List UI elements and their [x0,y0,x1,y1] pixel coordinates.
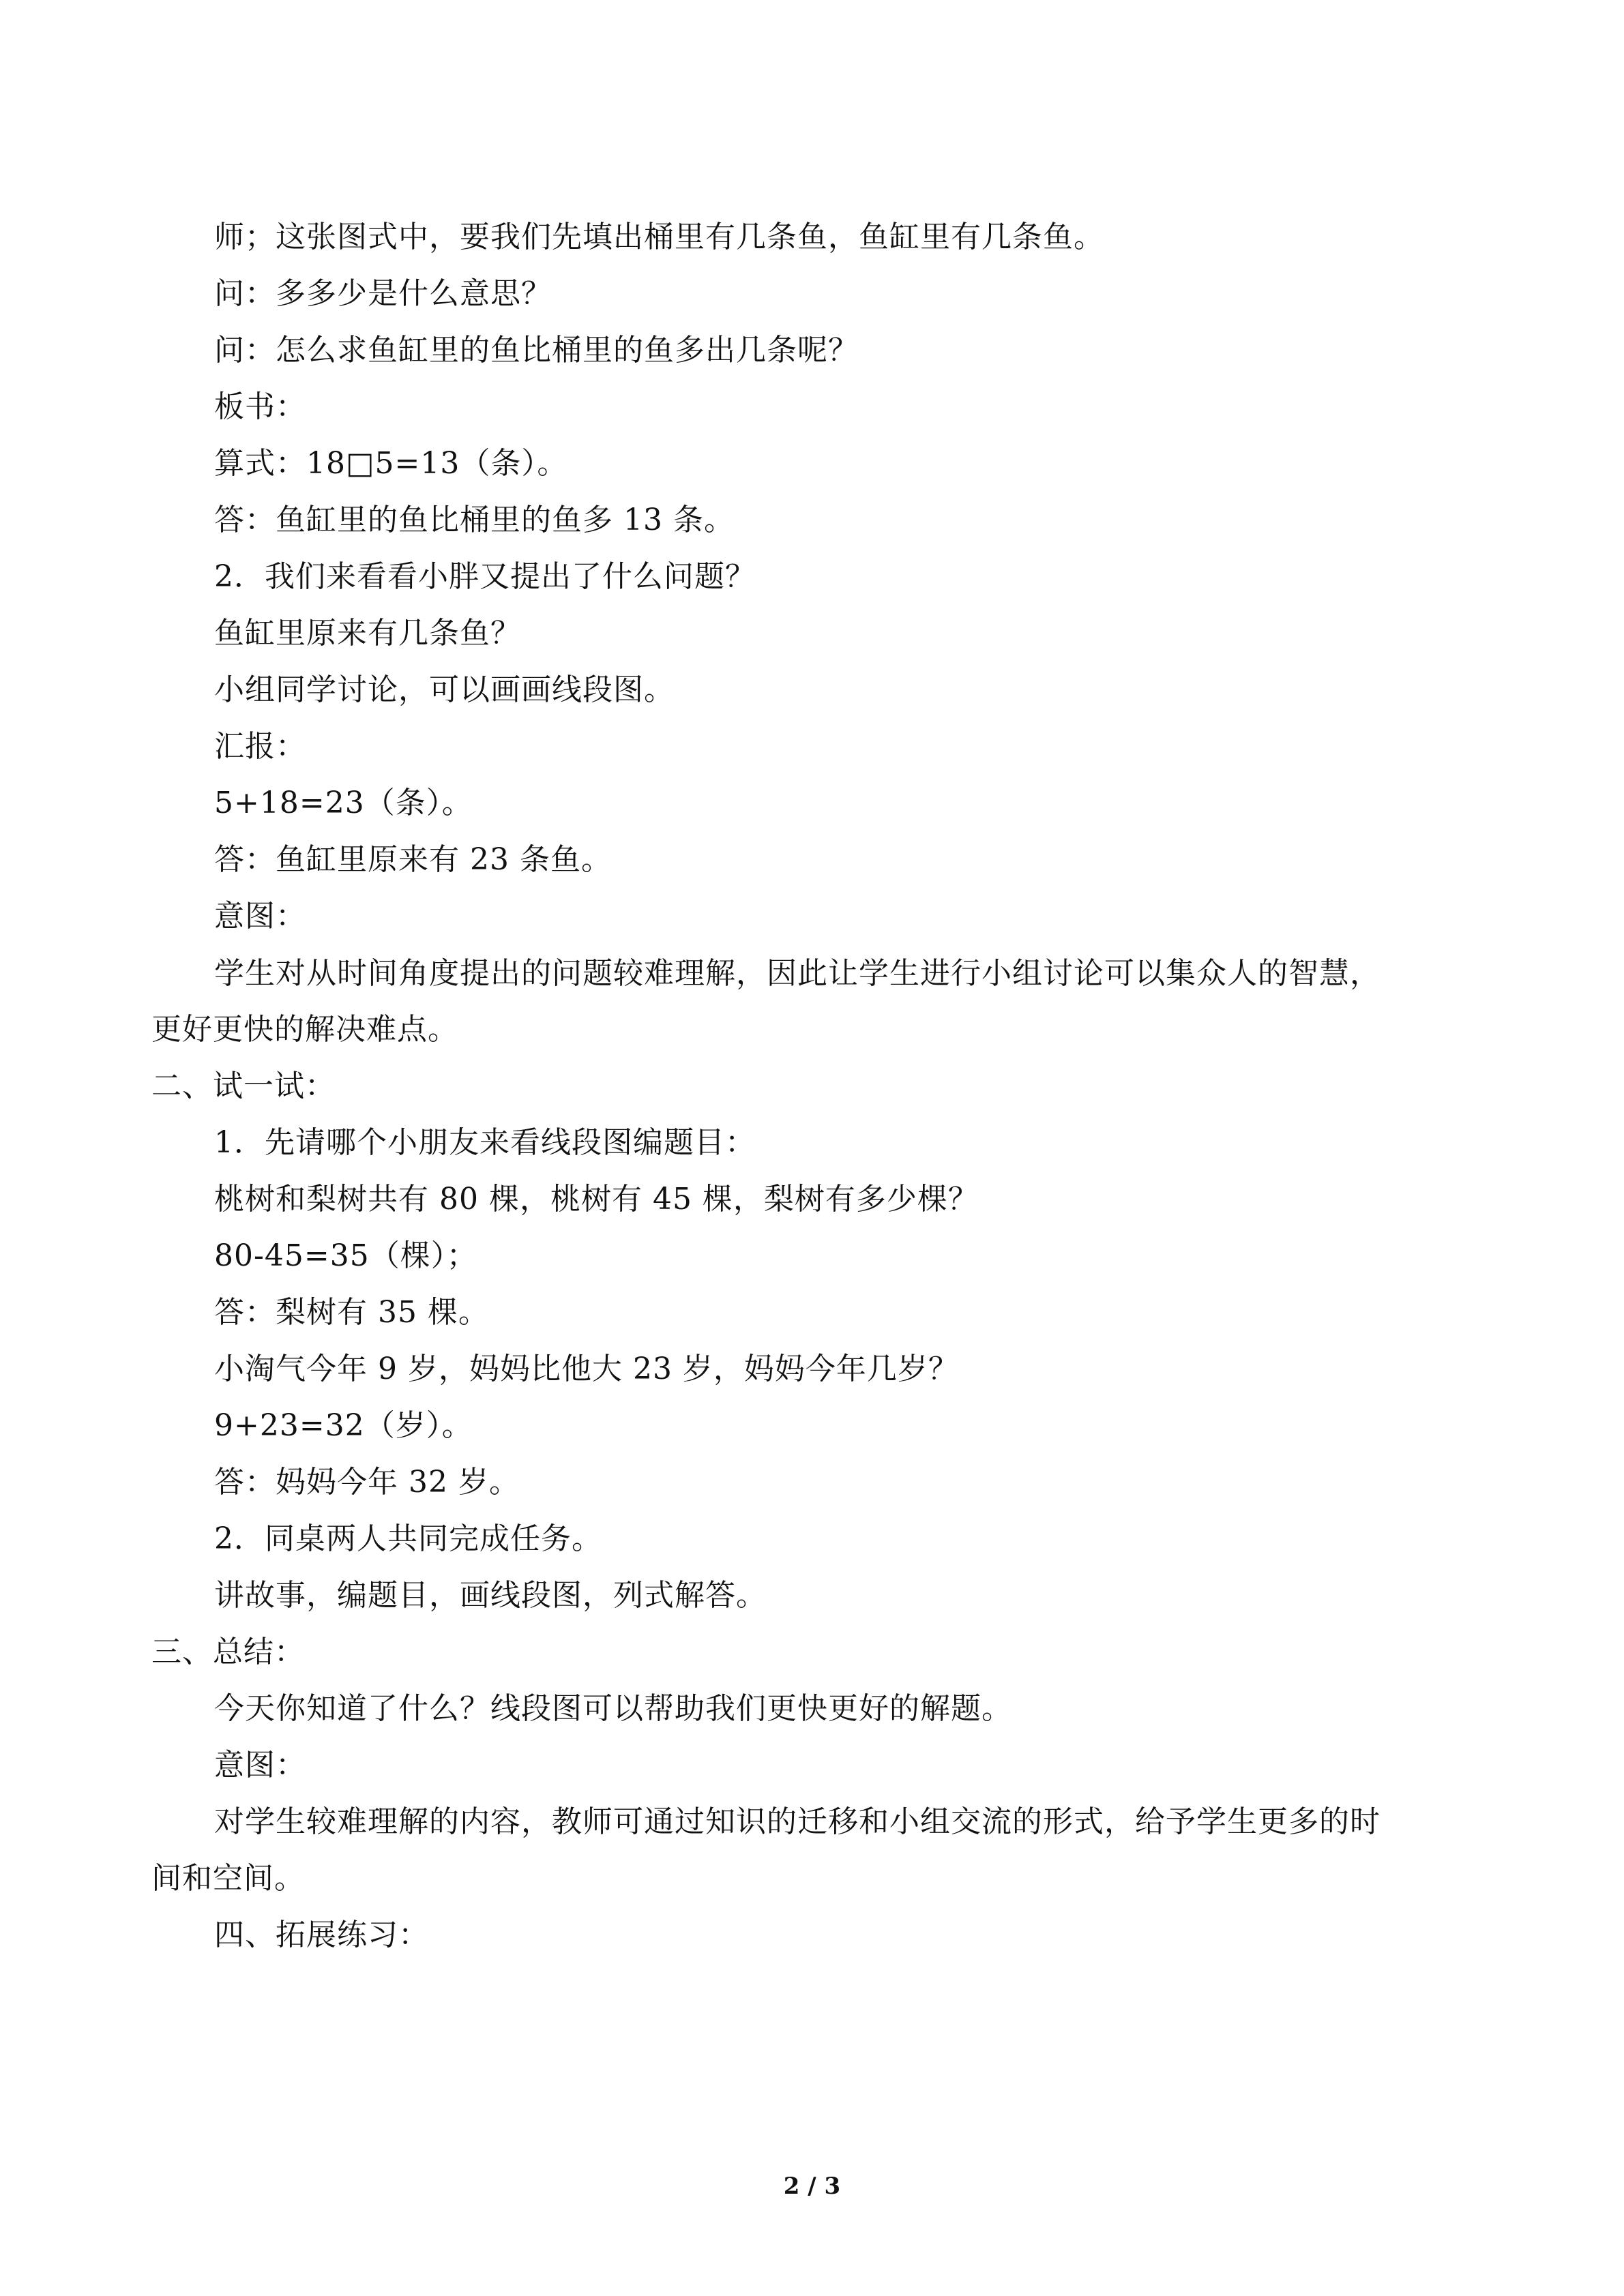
text-line: 答：鱼缸里的鱼比桶里的鱼多 13 条。 [214,503,735,537]
page-number: 2 / 3 [783,2173,841,2200]
text-line: 对学生较难理解的内容，教师可通过知识的迁移和小组交流的形式，给予学生更多的时 [214,1804,1381,1839]
text-line: 1．先请哪个小朋友来看线段图编题目： [214,1125,756,1160]
text-line: 答：梨树有 35 棵。 [214,1295,489,1330]
text-line: 今天你知道了什么？线段图可以帮助我们更快更好的解题。 [214,1691,1012,1726]
text-line: 小组同学讨论，可以画画线段图。 [214,672,675,707]
text-line: 80-45=35（棵）； [214,1238,477,1273]
text-line: 更好更快的解决难点。 [151,1012,458,1047]
text-line: 答：鱼缸里原来有 23 条鱼。 [214,842,612,877]
text-line: 算式：18□5=13（条）。 [214,446,568,481]
text-line: 桃树和梨树共有 80 棵，桃树有 45 棵，梨树有多少棵？ [214,1182,979,1217]
text-line: 2．我们来看看小胖又提出了什么问题？ [214,559,756,594]
section-heading: 二、试一试： [151,1069,336,1103]
section-heading: 四、拓展练习： [214,1918,429,1952]
section-heading: 三、总结： [151,1635,305,1669]
text-line: 师；这张图式中，要我们先填出桶里有几条鱼，鱼缸里有几条鱼。 [214,220,1104,254]
text-line: 问：怎么求鱼缸里的鱼比桶里的鱼多出几条呢？ [214,333,859,368]
text-line: 板书： [214,389,306,424]
text-line: 9+23=32（岁）。 [214,1408,473,1443]
text-line: 问：多多少是什么意思？ [214,276,552,311]
text-line: 学生对从时间角度提出的问题较难理解，因此让学生进行小组讨论可以集众人的智慧， [214,956,1381,991]
text-line: 意图： [214,1748,306,1783]
text-line: 鱼缸里原来有几条鱼？ [214,616,521,651]
text-line: 小淘气今年 9 岁，妈妈比他大 23 岁，妈妈今年几岁？ [214,1352,959,1386]
text-line: 讲故事，编题目，画线段图，列式解答。 [214,1578,767,1613]
text-line: 汇报： [214,729,306,764]
text-line: 答：妈妈今年 32 岁。 [214,1465,520,1500]
text-line: 间和空间。 [151,1861,305,1896]
text-line: 2．同桌两人共同完成任务。 [214,1521,602,1556]
text-line: 5+18=23（条）。 [214,786,473,820]
text-line: 意图： [214,899,306,934]
